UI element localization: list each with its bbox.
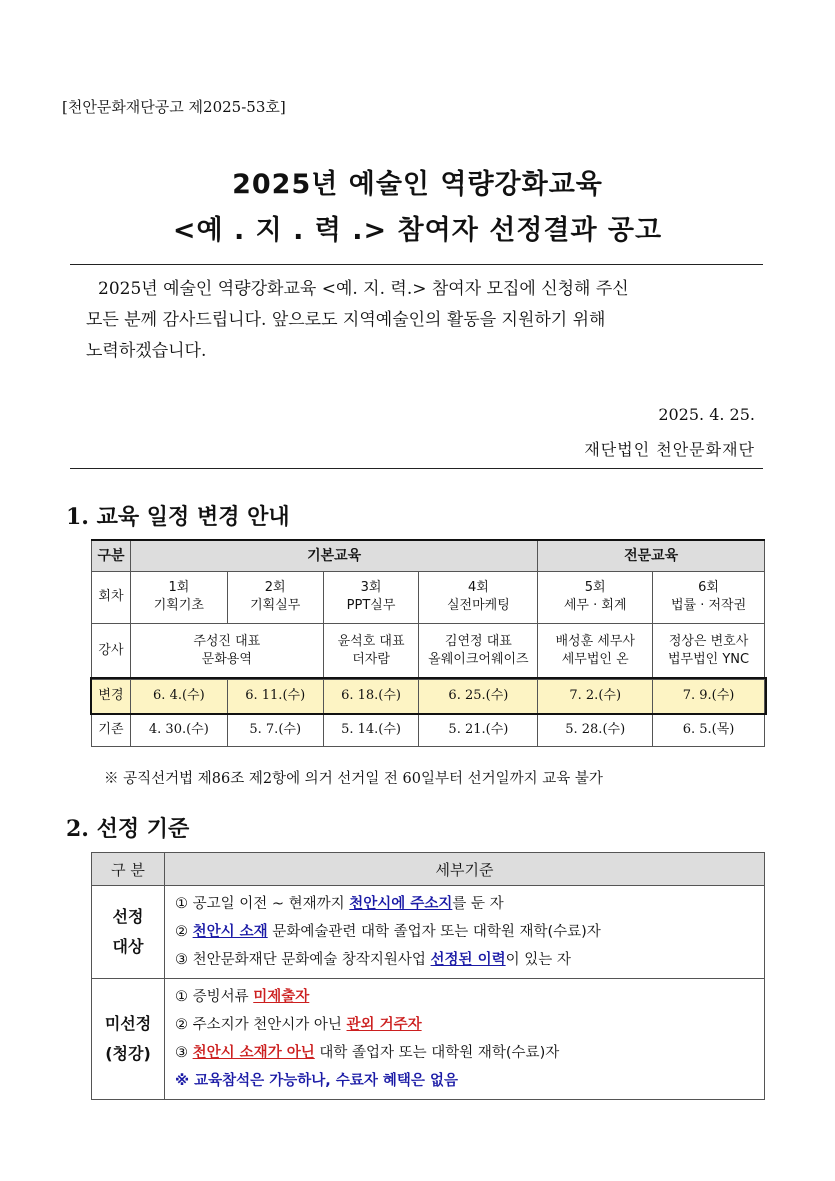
changed-date-4: 6. 25.(수) bbox=[419, 679, 538, 713]
round-label: 회차 bbox=[92, 571, 131, 623]
round-1: 1회 기획기초 bbox=[130, 571, 227, 623]
election-footnote: ※ 공직선거법 제86조 제2항에 의거 선거일 전 60일부터 선거일까지 교육 불가 bbox=[104, 771, 603, 787]
round-4: 4회 실전마케팅 bbox=[419, 571, 538, 623]
criteria-header-row bbox=[92, 853, 765, 886]
page-title-line2: <예 . 지 . 력 .> 참여자 선정결과 공고 bbox=[172, 215, 663, 246]
header-advanced: 전문교육 bbox=[538, 540, 765, 571]
header-category: 구분 bbox=[92, 540, 131, 571]
rounds-row bbox=[92, 571, 765, 623]
divider-top bbox=[70, 264, 763, 265]
criteria-header-category: 구 분 bbox=[92, 853, 165, 886]
organization-name: 재단법인 천안문화재단 bbox=[584, 440, 755, 459]
round-3: 3회 PPT실무 bbox=[323, 571, 419, 623]
intro-line3: 노력하겠습니다. bbox=[86, 341, 207, 361]
selected-criterion-2: ② 천안시 소재 문화예술관련 대학 졸업자 또는 대학원 재학(수료)자 bbox=[175, 924, 601, 940]
criteria-table bbox=[91, 852, 765, 1100]
changed-date-6: 7. 9.(수) bbox=[653, 679, 765, 713]
schedule-table bbox=[91, 539, 765, 747]
original-date-4: 5. 21.(수) bbox=[419, 713, 538, 746]
instructor-4: 배성훈 세무사 세무법인 온 bbox=[538, 623, 653, 679]
instructor-2: 윤석호 대표 더자람 bbox=[323, 623, 419, 679]
instructor-label: 강사 bbox=[92, 623, 131, 679]
intro-paragraph bbox=[86, 274, 746, 367]
selected-category: 선정 대상 bbox=[92, 886, 165, 979]
page-title-line1: 2025년 예술인 역량강화교육 bbox=[232, 169, 603, 200]
notice-number: [천안문화재단공고 제2025-53호] bbox=[62, 98, 286, 116]
changed-date-3: 6. 18.(수) bbox=[323, 679, 419, 713]
intro-line2: 모든 분께 감사드립니다. 앞으로도 지역예술인의 활동을 지원하기 위해 bbox=[86, 310, 606, 330]
original-label: 기존 bbox=[92, 713, 131, 746]
divider-bottom bbox=[70, 468, 763, 469]
instructor-5: 정상은 변호사 법무법인 YNC bbox=[653, 623, 765, 679]
not-selected-criteria bbox=[165, 979, 765, 1100]
instructor-3: 김연정 대표 올웨이크어웨이즈 bbox=[419, 623, 538, 679]
selected-row bbox=[92, 886, 765, 979]
notice-date: 2025. 4. 25. bbox=[658, 405, 755, 424]
changed-date-5: 7. 2.(수) bbox=[538, 679, 653, 713]
section2-heading: 2. 선정 기준 bbox=[66, 816, 190, 842]
changed-date-2: 6. 11.(수) bbox=[227, 679, 323, 713]
not-selected-row bbox=[92, 979, 765, 1100]
original-date-2: 5. 7.(수) bbox=[227, 713, 323, 746]
selected-criterion-1: ① 공고일 이전 ~ 현재까지 천안시에 주소지를 둔 자 bbox=[175, 896, 504, 912]
criteria-header-detail: 세부기준 bbox=[165, 853, 765, 886]
original-date-6: 6. 5.(목) bbox=[653, 713, 765, 746]
selected-criteria bbox=[165, 886, 765, 979]
schedule-header-row bbox=[92, 540, 765, 571]
header-basic: 기본교육 bbox=[130, 540, 537, 571]
section1-heading: 1. 교육 일정 변경 안내 bbox=[66, 504, 290, 530]
original-dates-row bbox=[92, 713, 765, 746]
changed-label: 변경 bbox=[92, 679, 131, 713]
not-selected-criterion-2: ② 주소지가 천안시가 아닌 관외 거주자 bbox=[175, 1017, 422, 1033]
intro-line1: 2025년 예술인 역량강화교육 <예. 지. 력.> 참여자 모집에 신청해 주신 bbox=[98, 279, 629, 299]
original-date-3: 5. 14.(수) bbox=[323, 713, 419, 746]
round-6: 6회 법률 · 저작권 bbox=[653, 571, 765, 623]
original-date-5: 5. 28.(수) bbox=[538, 713, 653, 746]
instructors-row bbox=[92, 623, 765, 679]
instructor-1: 주성진 대표 문화용역 bbox=[130, 623, 323, 679]
audit-note: ※ 교육참석은 가능하나, 수료자 혜택은 없음 bbox=[175, 1073, 458, 1089]
changed-dates-row bbox=[92, 679, 765, 713]
changed-date-1: 6. 4.(수) bbox=[130, 679, 227, 713]
original-date-1: 4. 30.(수) bbox=[130, 713, 227, 746]
not-selected-criterion-3: ③ 천안시 소재가 아닌 대학 졸업자 또는 대학원 재학(수료)자 bbox=[175, 1045, 560, 1061]
not-selected-category: 미선정 (청강) bbox=[92, 979, 165, 1100]
round-2: 2회 기획실무 bbox=[227, 571, 323, 623]
round-5: 5회 세무 · 회계 bbox=[538, 571, 653, 623]
selected-criterion-3: ③ 천안문화재단 문화예술 창작지원사업 선정된 이력이 있는 자 bbox=[175, 952, 571, 968]
not-selected-criterion-1: ① 증빙서류 미제출자 bbox=[175, 989, 310, 1005]
